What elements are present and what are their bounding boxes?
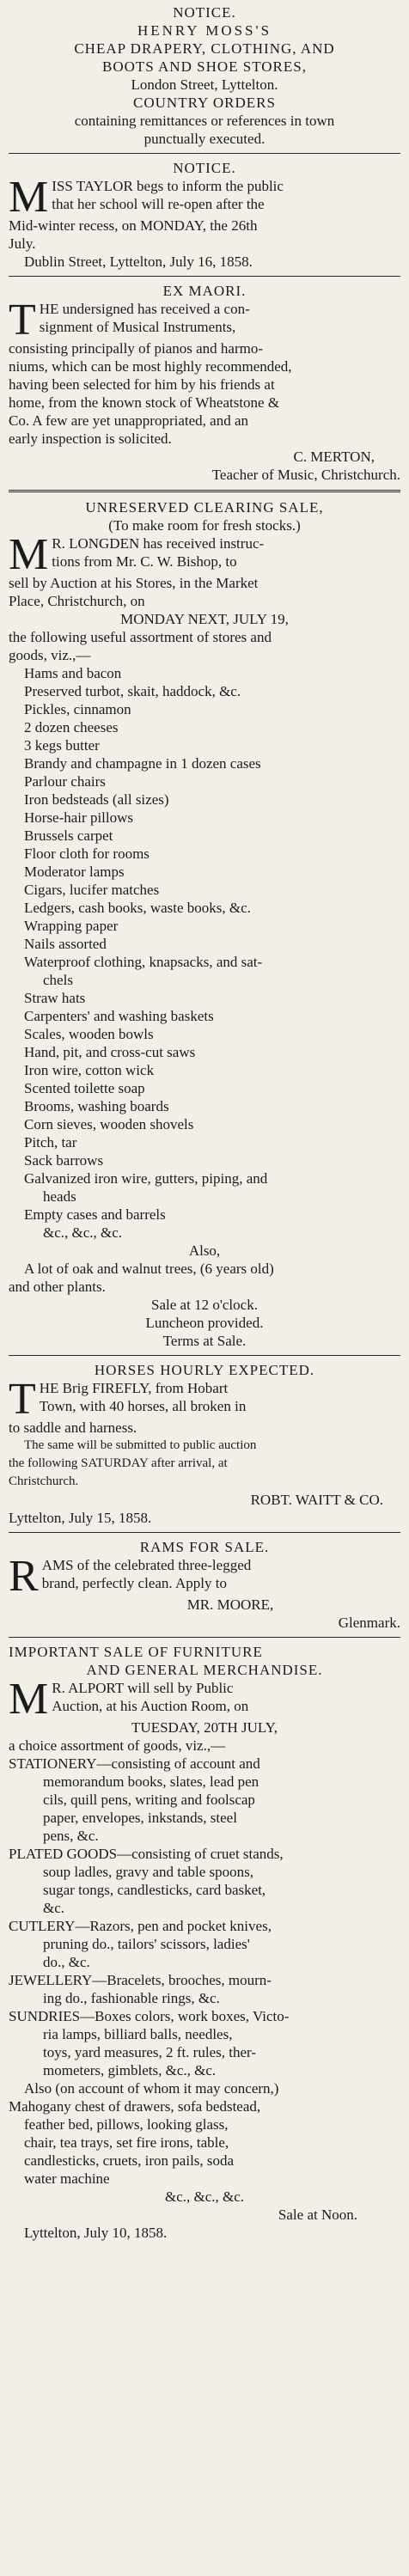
merton-drop-cap: T bbox=[9, 296, 36, 345]
moss-heading: NOTICE. bbox=[173, 4, 236, 21]
list-item: Iron wire, cotton wick bbox=[24, 1062, 155, 1078]
alport-line: ria lamps, billiard balls, needles, bbox=[43, 2026, 233, 2042]
alport-line: STATIONERY—consisting of account and bbox=[9, 1755, 260, 1772]
list-item: Brussels carpet bbox=[24, 827, 113, 844]
taylor-text3: Mid-winter recess, on MONDAY, the 26th bbox=[9, 217, 258, 234]
list-item: Moderator lamps bbox=[24, 864, 125, 880]
merton-heading: EX MAORI. bbox=[162, 283, 247, 299]
longden-time: Sale at 12 o'clock. bbox=[151, 1297, 258, 1313]
list-item: Cigars, lucifer matches bbox=[24, 882, 160, 898]
list-item: Carpenters' and washing baskets bbox=[24, 1008, 214, 1024]
alport-line: JEWELLERY—Bracelets, brooches, mourn- bbox=[9, 1972, 272, 1988]
list-item: heads bbox=[43, 1188, 76, 1205]
alport-line: soup ladles, gravy and table spoons, bbox=[43, 1864, 254, 1880]
merton-title: Teacher of Music, Christchurch. bbox=[211, 467, 400, 483]
alport-line: &c. bbox=[43, 1900, 65, 1916]
longden-also: Also, bbox=[188, 1242, 221, 1259]
alport-line: do., &c. bbox=[43, 1954, 90, 1970]
rams-drop-cap: R bbox=[9, 1552, 39, 1601]
list-item: Ledgers, cash books, waste books, &c. bbox=[24, 900, 251, 916]
horses-advertisement bbox=[9, 1361, 400, 1527]
list-item: Corn sieves, wooden shovels bbox=[24, 1116, 194, 1132]
rams-heading: RAMS FOR SALE. bbox=[139, 1539, 270, 1555]
list-item: Scented toilette soap bbox=[24, 1080, 145, 1096]
horses-text2: Town, with 40 horses, all broken in bbox=[39, 1398, 247, 1414]
horses-dateline: Lyttelton, July 15, 1858. bbox=[9, 1510, 152, 1526]
alport-line: CUTLERY—Razors, pen and pocket knives, bbox=[9, 1918, 272, 1934]
alport-line: sugar tongs, candlesticks, card basket, bbox=[43, 1882, 266, 1898]
alport-line: pruning do., tailors' scissors, ladies' bbox=[43, 1936, 250, 1952]
alport-heading2: AND GENERAL MERCHANDISE. bbox=[86, 1662, 323, 1678]
list-item: Parlour chairs bbox=[24, 773, 106, 790]
horses-signature: ROBT. WAITT & CO. bbox=[250, 1492, 383, 1508]
taylor-text1: ISS TAYLOR begs to inform the public bbox=[52, 178, 284, 194]
rams-text2: brand, perfectly clean. Apply to bbox=[41, 1575, 227, 1591]
horses-text5: the following SATURDAY after arrival, at bbox=[9, 1456, 228, 1470]
list-item: Horse-hair pillows bbox=[24, 809, 134, 826]
merton-text2: signment of Musical Instruments, bbox=[39, 319, 236, 335]
divider bbox=[9, 490, 400, 492]
list-item: Iron bedsteads (all sizes) bbox=[24, 791, 169, 808]
longden-lot1: A lot of oak and walnut trees, (6 years old) bbox=[24, 1261, 274, 1277]
moss-text2: punctually executed. bbox=[143, 131, 266, 147]
horses-text4: The same will be submitted to public auction bbox=[24, 1438, 257, 1452]
list-item: 2 dozen cheeses bbox=[24, 719, 119, 736]
alport-line: mometers, gimblets, &c., &c. bbox=[43, 2062, 217, 2079]
longden-intro1: the following useful assortment of stores and bbox=[9, 629, 272, 645]
list-item: Brandy and champagne in 1 dozen cases bbox=[24, 755, 261, 772]
divider bbox=[9, 1355, 400, 1356]
list-item: Galvanized iron wire, gutters, piping, and bbox=[24, 1170, 268, 1187]
list-item: Empty cases and barrels bbox=[24, 1206, 166, 1223]
list-item: chels bbox=[43, 972, 73, 988]
moss-orders: COUNTRY ORDERS bbox=[133, 95, 276, 111]
moss-name: HENRY MOSS'S bbox=[137, 22, 272, 39]
divider bbox=[9, 276, 400, 277]
alport-plated bbox=[9, 1845, 400, 1917]
alport-advertisement bbox=[9, 1643, 400, 2242]
longden-heading: UNRESERVED CLEARING SALE, bbox=[85, 499, 324, 516]
merton-text7: Co. A few are yet unappropriated, and an bbox=[9, 412, 248, 429]
longden-terms: Terms at Sale. bbox=[162, 1333, 247, 1349]
longden-lot2: and other plants. bbox=[9, 1279, 106, 1295]
moss-address: London Street, Lyttelton. bbox=[131, 76, 278, 93]
list-item: Straw hats bbox=[24, 990, 86, 1006]
alport-line: memorandum books, slates, lead pen bbox=[43, 1773, 259, 1790]
moss-text1: containing remittances or references in town bbox=[74, 113, 335, 129]
longden-date: MONDAY NEXT, JULY 19, bbox=[120, 611, 289, 627]
moss-line1: CHEAP DRAPERY, CLOTHING, AND bbox=[74, 40, 335, 57]
longden-text3: sell by Auction at his Stores, in the Market bbox=[9, 575, 259, 591]
list-item: &c., &c., &c. bbox=[43, 1224, 123, 1241]
longden-advertisement bbox=[9, 498, 400, 1350]
taylor-heading: NOTICE. bbox=[173, 160, 236, 176]
alport-line: cils, quill pens, writing and foolscap bbox=[43, 1792, 255, 1808]
horses-heading: HORSES HOURLY EXPECTED. bbox=[94, 1362, 315, 1378]
longden-text1: R. LONGDEN has received instruc- bbox=[52, 535, 265, 552]
list-item: Pitch, tar bbox=[24, 1134, 77, 1151]
list-item: Hand, pit, and cross-cut saws bbox=[24, 1044, 196, 1060]
taylor-text2: that her school will re-open after the bbox=[52, 196, 265, 212]
moss-line2: BOOTS AND SHOE STORES, bbox=[101, 58, 307, 75]
longden-text2: tions from Mr. C. W. Bishop, to bbox=[52, 553, 237, 570]
longden-drop-cap: M bbox=[9, 530, 49, 579]
alport-drop-cap: M bbox=[9, 1675, 49, 1724]
alport-heading1: IMPORTANT SALE OF FURNITURE bbox=[9, 1644, 263, 1660]
rams-signature: MR. MOORE, bbox=[186, 1596, 274, 1613]
rams-advertisement bbox=[9, 1538, 400, 1632]
alport-cutlery bbox=[9, 1917, 400, 1971]
longden-luncheon: Luncheon provided. bbox=[145, 1315, 264, 1331]
merton-advertisement bbox=[9, 282, 400, 484]
alport-sundries bbox=[9, 2007, 400, 2079]
alport-line: paper, envelopes, inkstands, steel bbox=[43, 1810, 237, 1826]
alport-etc: &c., &c., &c. bbox=[164, 2188, 245, 2205]
list-item: Scales, wooden bowls bbox=[24, 1026, 154, 1042]
list-item: Nails assorted bbox=[24, 936, 107, 952]
list-item: Brooms, washing boards bbox=[24, 1098, 169, 1114]
alport-line: SUNDRIES—Boxes colors, work boxes, Victo- bbox=[9, 2008, 290, 2024]
alport-line: toys, yard measures, 2 ft. rules, ther- bbox=[43, 2044, 256, 2060]
horses-text1: HE Brig FIREFLY, from Hobart bbox=[39, 1380, 229, 1396]
divider bbox=[9, 1532, 400, 1533]
alport-time: Sale at Noon. bbox=[278, 2207, 357, 2223]
taylor-advertisement bbox=[9, 159, 400, 271]
horses-text6: Christchurch. bbox=[9, 1474, 79, 1488]
divider bbox=[9, 153, 400, 154]
alport-mahogany bbox=[9, 2097, 400, 2188]
longden-intro2: goods, viz.,— bbox=[9, 647, 91, 663]
alport-text2: Auction, at his Auction Room, on bbox=[52, 1698, 249, 1714]
moss-advertisement bbox=[9, 0, 400, 148]
list-item: Floor cloth for rooms bbox=[24, 845, 150, 862]
merton-text5: having been selected for him by his friends at bbox=[9, 376, 275, 393]
merton-text4: niums, which can be most highly recommended, bbox=[9, 358, 292, 375]
alport-line: chair, tea trays, set fire irons, table, bbox=[24, 2134, 229, 2151]
list-item: Preserved turbot, skait, haddock, &c. bbox=[24, 683, 241, 699]
merton-text8: early inspection is solicited. bbox=[9, 430, 172, 447]
list-item: Hams and bacon bbox=[24, 665, 122, 681]
longden-text4: Place, Christchurch, on bbox=[9, 593, 145, 609]
alport-intro: a choice assortment of goods, viz.,— bbox=[9, 1737, 226, 1754]
merton-signature: C. MERTON, bbox=[293, 449, 375, 465]
alport-line: PLATED GOODS—consisting of cruet stands, bbox=[9, 1846, 284, 1862]
alport-line: pens, &c. bbox=[43, 1828, 99, 1844]
longden-subheading: (To make room for fresh stocks.) bbox=[108, 517, 301, 534]
list-item: 3 kegs butter bbox=[24, 737, 100, 754]
alport-line: candlesticks, cruets, iron pails, soda bbox=[24, 2152, 235, 2169]
alport-dateline: Lyttelton, July 10, 1858. bbox=[24, 2225, 168, 2241]
list-item: Waterproof clothing, knapsacks, and sat- bbox=[24, 954, 263, 970]
alport-line: water machine bbox=[24, 2170, 110, 2187]
taylor-text4: July. bbox=[9, 235, 36, 252]
alport-line: ing do., fashionable rings, &c. bbox=[43, 1990, 220, 2006]
alport-account: Also (on account of whom it may concern,) bbox=[24, 2080, 279, 2097]
alport-date: TUESDAY, 20TH JULY, bbox=[131, 1719, 278, 1736]
list-item: Wrapping paper bbox=[24, 918, 119, 934]
merton-text6: home, from the known stock of Wheatstone & bbox=[9, 394, 280, 411]
alport-line: feather bed, pillows, looking glass, bbox=[24, 2116, 229, 2133]
list-item: Sack barrows bbox=[24, 1152, 104, 1169]
merton-text1: HE undersigned has received a con- bbox=[39, 301, 250, 317]
rams-text1: AMS of the celebrated three-legged bbox=[41, 1557, 252, 1573]
alport-text1: R. ALPORT will sell by Public bbox=[52, 1680, 234, 1696]
rams-place: Glenmark. bbox=[338, 1615, 400, 1631]
alport-jewellery bbox=[9, 1971, 400, 2007]
taylor-drop-cap: M bbox=[9, 173, 49, 222]
alport-line: Mahogany chest of drawers, sofa bedstead, bbox=[9, 2098, 261, 2115]
horses-drop-cap: T bbox=[9, 1375, 36, 1424]
longden-item-list bbox=[9, 664, 400, 1242]
divider bbox=[9, 1637, 400, 1638]
taylor-dateline: Dublin Street, Lyttelton, July 16, 1858. bbox=[24, 253, 253, 270]
horses-text3: to saddle and harness. bbox=[9, 1419, 137, 1436]
merton-text3: consisting principally of pianos and harmo- bbox=[9, 340, 264, 357]
list-item: Pickles, cinnamon bbox=[24, 701, 131, 717]
alport-stationery bbox=[9, 1755, 400, 1845]
